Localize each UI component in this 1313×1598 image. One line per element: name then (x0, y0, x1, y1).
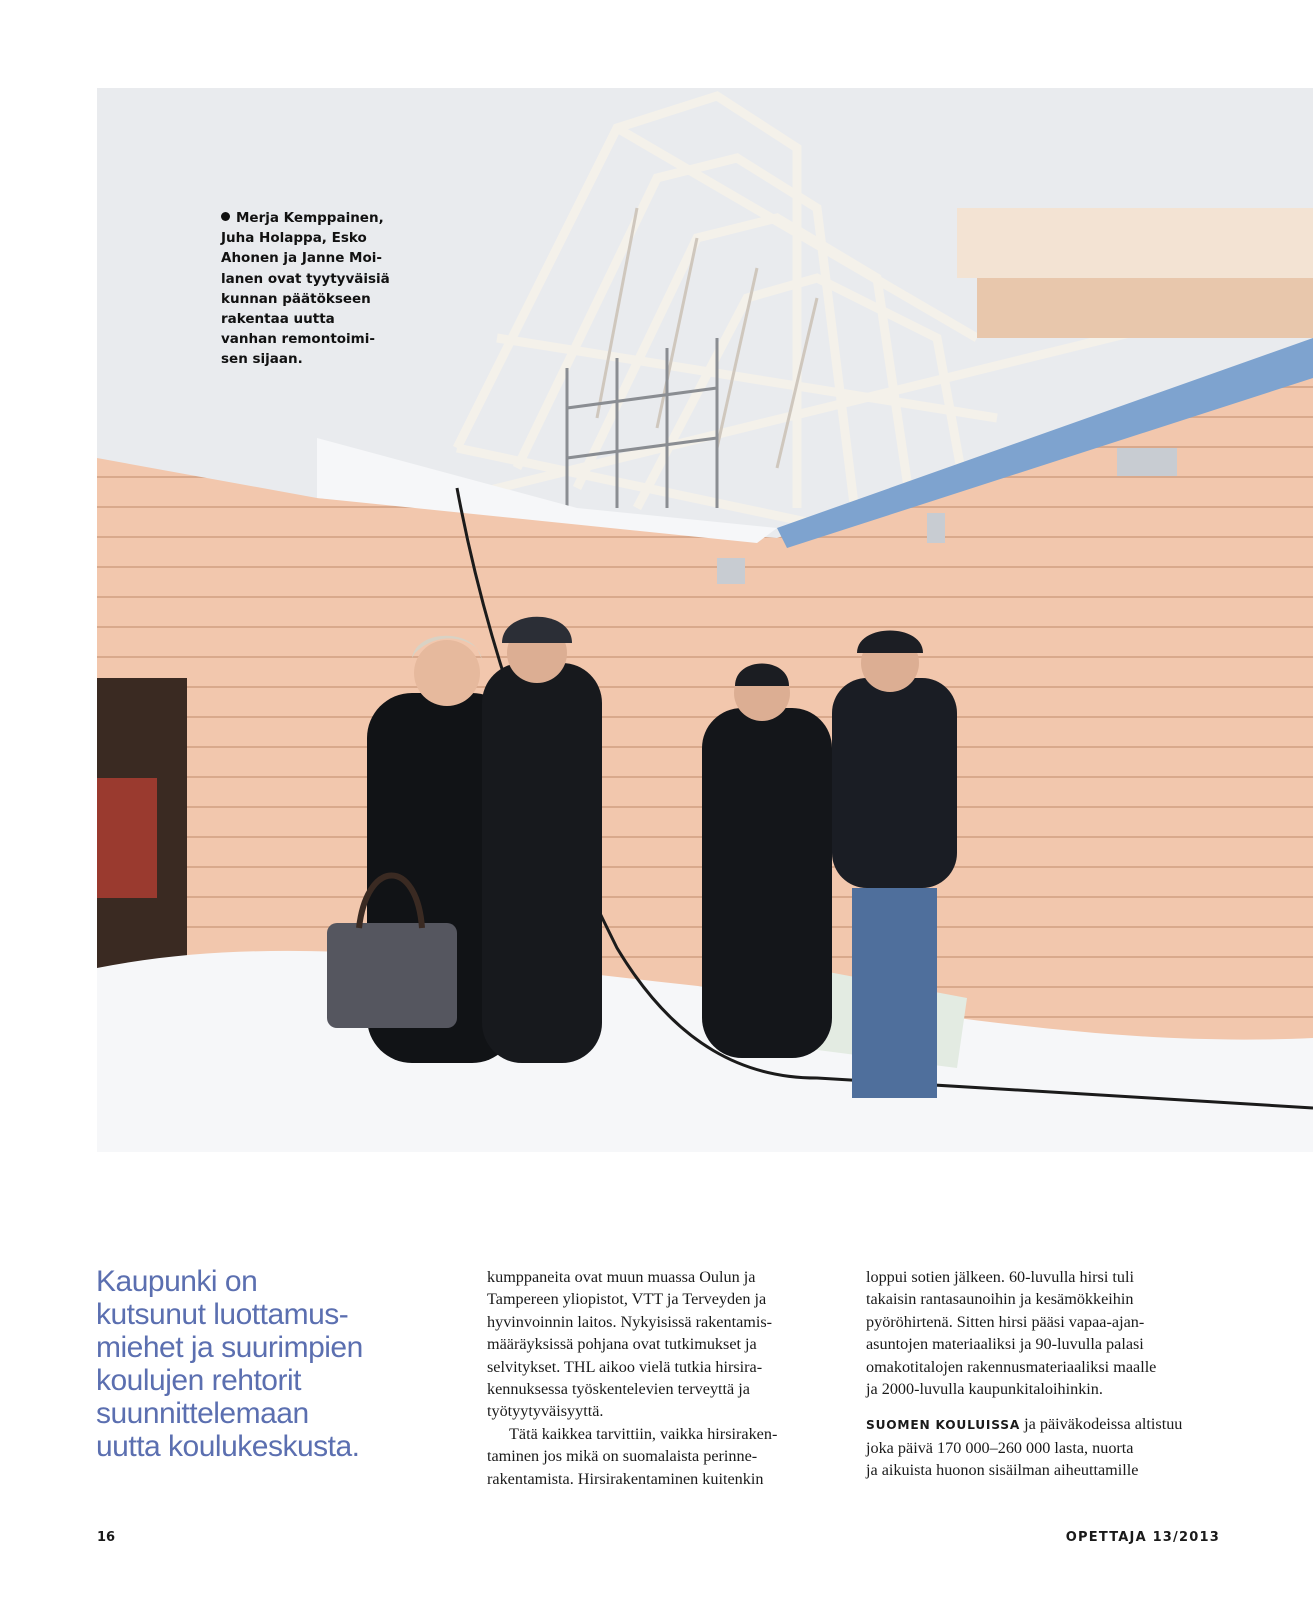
paragraph-lead-in: SUOMEN KOULUISSA (866, 1418, 1021, 1433)
photo-caption-text: Merja Kemppainen, Juha Holappa, Esko Ahonen ja Janne Moi- lanen ovat tyytyväisiä kunnan päätökseen rakentaa uutta vanhan remontoimi- sen sijaan. (221, 210, 390, 368)
page-number: 16 (97, 1530, 116, 1545)
article-column-3 (866, 1266, 1206, 1482)
column2-paragraph-2: Tätä kaikkea tarvittiin, vaikka hirsiraken- taminen jos mikä on suomalaista perinne- rakentamista. Hirsirakentaminen kuitenkin (487, 1424, 778, 1488)
photo-caption (221, 208, 391, 370)
article-column-2 (487, 1266, 827, 1490)
column3-paragraph-2 (866, 1413, 1206, 1481)
article-photo (97, 88, 1313, 1152)
handbag (327, 923, 457, 1028)
bullet-icon (221, 212, 230, 221)
pull-quote: Kaupunki on kutsunut luottamus- miehet ja suurimpien koulujen rehtorit suunnittelemaan uutta koulukeskusta. (96, 1265, 363, 1463)
column3-paragraph-2-text: ja päiväkodeissa altistuu joka päivä 170 000–260 000 lasta, nuorta ja aikuista huonon sisäilman aiheuttamille (866, 1415, 1183, 1480)
magazine-issue: OPETTAJA 13/2013 (1065, 1530, 1220, 1545)
column2-paragraph-1: kumppaneita ovat muun muassa Oulun ja Tampereen yliopistot, VTT ja Terveyden ja hyvinvoinnin laitos. Nykyisissä rakentamis- määräyksissä pohjana ovat tutkimukset ja selvitykset. THL aikoo vielä tutkia hirsira- kennuksessa työskentelevien terveyttä ja työtyytyväisyyttä. (487, 1268, 773, 1421)
column3-paragraph-1: loppui sotien jälkeen. 60-luvulla hirsi tuli takaisin rantasaunoihin ja kesämökkeihin pyöröhirtenä. Sitten hirsi pääsi vapaa-ajan- asuntojen materiaaliksi ja 90-luvulla palasi omakotitalojen rakennusmateriaaliksi maalle ja 2000-luvulla kaupunkitaloihinkin. (866, 1268, 1157, 1399)
